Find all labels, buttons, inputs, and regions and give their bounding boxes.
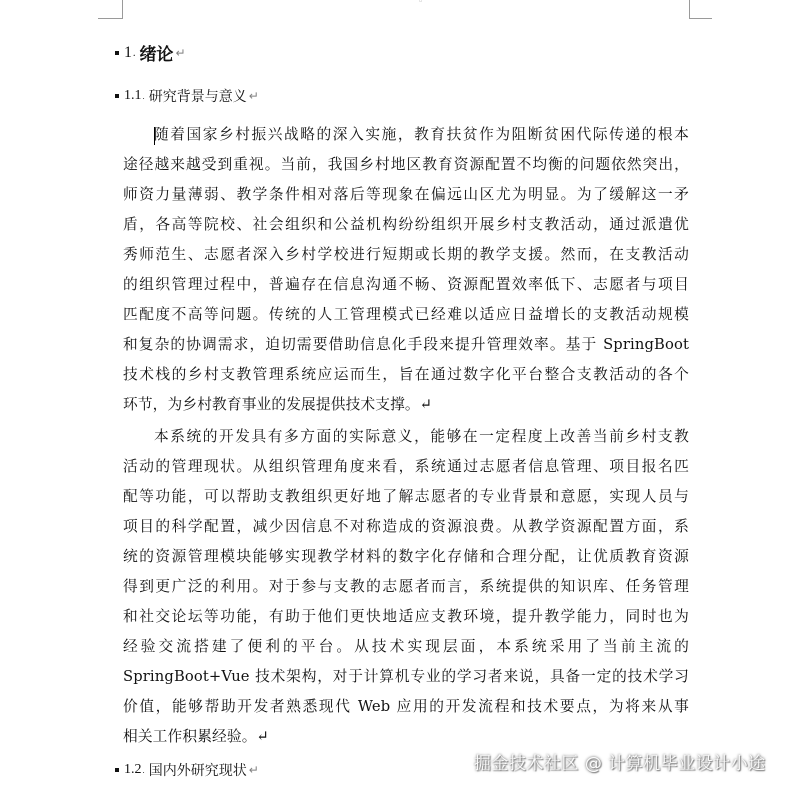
heading-1-2[interactable] [115,760,259,780]
body-line[interactable]: 秀师范生、志愿者深入乡村学校进行短期或长期的教学支援。然而，在支教活动 [123,246,689,263]
tab-mark: · [142,769,145,777]
list-bullet-icon [115,94,119,98]
heading-1-1[interactable] [115,86,259,106]
paragraph-mark-icon: ↵ [175,45,186,60]
list-bullet-icon [115,51,119,55]
paragraph-mark-icon: ↵ [248,89,259,103]
body-line[interactable]: 技术栈的乡村支教管理系统应运而生，旨在通过数字化平台整合支教活动的各个 [123,366,689,383]
body-line[interactable]: 匹配度不高等问题。传统的人工管理模式已经难以适应日益增长的支教活动规模 [123,306,689,323]
body-line[interactable]: SpringBoot+Vue 技术架构，对于计算机专业的学习者来说，具备一定的技术学习 [123,668,689,685]
body-line[interactable]: 经验交流搭建了便利的平台。从技术实现层面，本系统采用了当前主流的 [123,638,689,655]
heading-number: 1 [124,43,132,61]
body-line[interactable]: 和社交论坛等功能，有助于他们更快地适应支教环境，提升教学能力，同时也为 [123,608,689,625]
heading-number: 1.2 [124,762,142,777]
body-line[interactable]: 环节，为乡村教育事业的发展提供技术支撑。↵ [123,396,433,413]
body-line[interactable]: 和复杂的协调需求，迫切需要借助信息化手段来提升管理效率。基于 SpringBoot [123,336,689,353]
body-line[interactable]: 价值，能够帮助开发者熟悉现代 Web 应用的开发流程和技术要点，为将来从事 [123,698,689,715]
heading-1[interactable] [115,40,186,65]
tab-mark: · [142,95,145,103]
heading-text: 绪论 [139,45,174,65]
body-line[interactable]: 随着国家乡村振兴战略的深入实施，教育扶贫作为阻断贫困代际传递的根本 [154,126,689,143]
list-bullet-icon [115,768,119,772]
body-line[interactable]: 得到更广泛的利用。对于参与支教的志愿者而言，系统提供的知识库、任务管理 [123,578,689,595]
body-line[interactable]: 统的资源管理模块能够实现教学材料的数字化存储和合理分配，让优质教育资源 [123,548,689,565]
heading-text: 研究背景与意义 [148,89,247,105]
body-line[interactable]: 途径越来越受到重视。当前，我国乡村地区教育资源配置不均衡的问题依然突出， [123,156,689,173]
body-line[interactable]: 相关工作积累经验。↵ [123,728,269,745]
body-line[interactable]: 本系统的开发具有多方面的实际意义，能够在一定程度上改善当前乡村支教 [154,428,689,445]
body-line[interactable]: 项目的科学配置，减少因信息不对称造成的资源浪费。从教学资源配置方面，系 [123,518,689,535]
heading-number: 1.1 [124,88,142,103]
page-top-mark: ◦ [418,0,424,7]
body-line[interactable]: 配等功能，可以帮助支教组织更好地了解志愿者的专业背景和意愿，实现人员与 [123,488,689,505]
body-line[interactable]: 活动的管理现状。从组织管理角度来看，系统通过志愿者信息管理、项目报名匹 [123,458,689,475]
paragraph-mark-icon: ↵ [248,763,259,777]
body-line[interactable]: 师资力量薄弱、教学条件相对落后等现象在偏远山区尤为明显。为了缓解这一矛 [123,186,689,203]
body-line[interactable]: 盾，各高等院校、社会组织和公益机构纷纷组织开展乡村支教活动，通过派遣优 [123,216,689,233]
page-corner-mark-left [98,0,123,19]
heading-text: 国内外研究现状 [148,763,247,779]
watermark: 掘金技术社区 @ 计算机毕业设计小途 [474,754,766,774]
page-corner-mark-right [689,0,712,19]
tab-mark: · [133,51,136,60]
body-line[interactable]: 的组织管理过程中，普遍存在信息沟通不畅、资源配置效率低下、志愿者与项目 [123,276,689,293]
